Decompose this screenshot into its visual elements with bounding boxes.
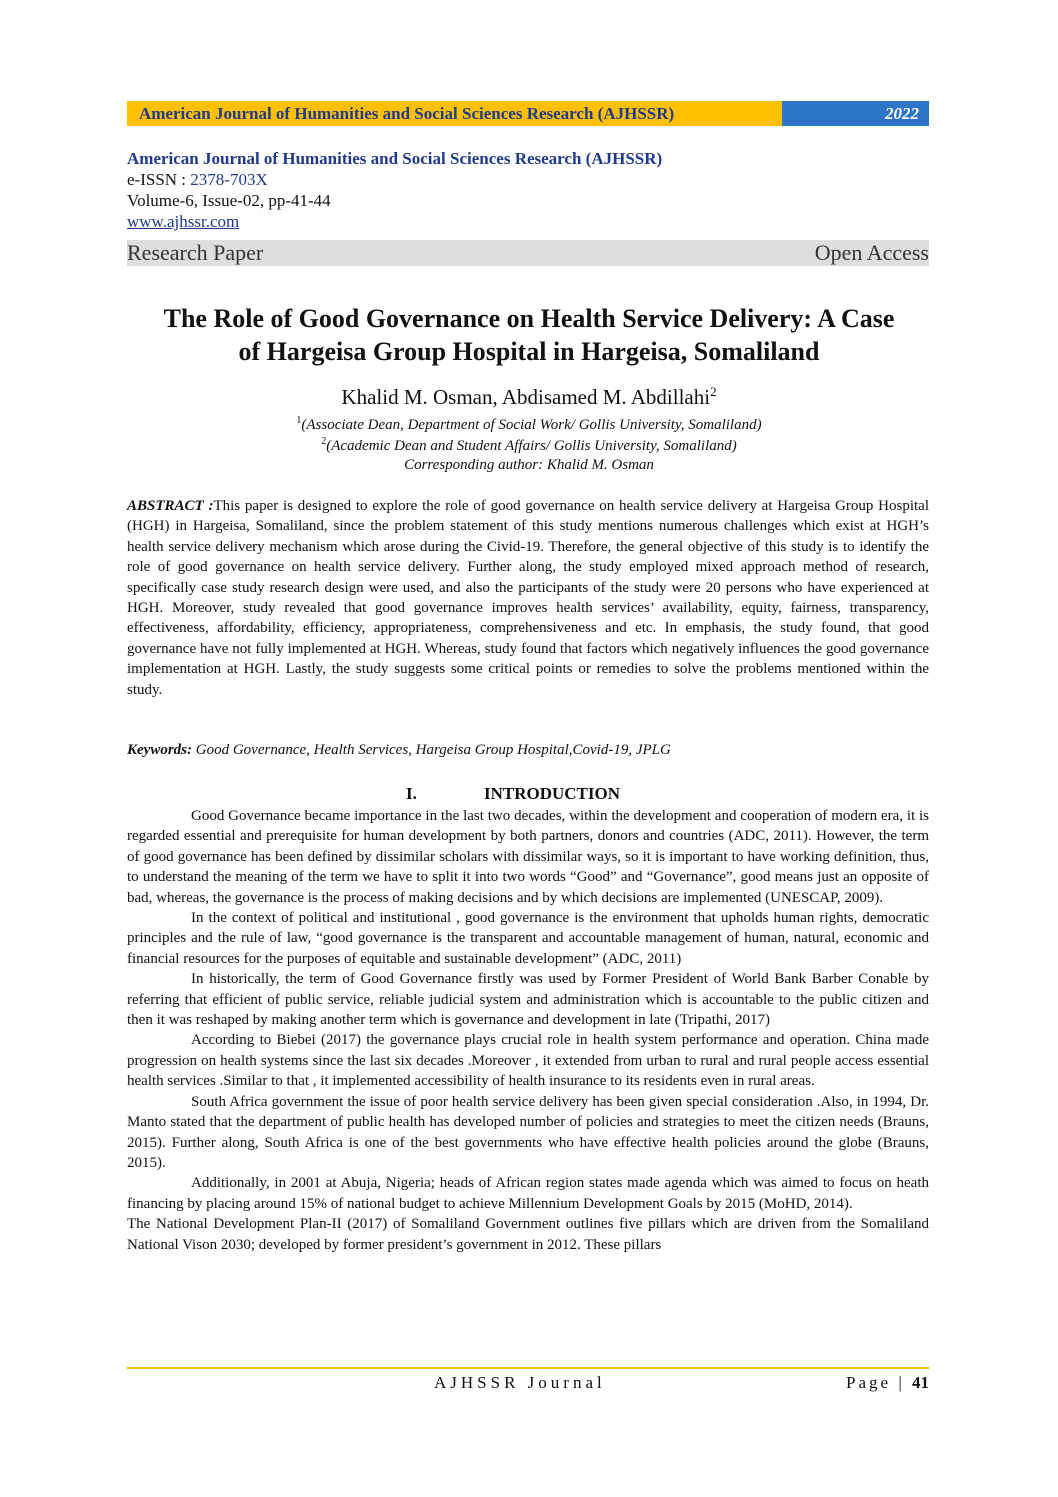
paper-title [100,302,958,368]
paragraph: In the context of political and institutional , good governance is the environment that upholds human rights, democratic principles and the rule of law, “good governance is the transparent and accountable management of human, natural, economic and financial resources for the purposes of equitable and sustainable development” (ADC, 2011) [127,910,929,967]
issn-line [127,169,662,190]
journal-header-band [127,101,929,126]
abstract-label: ABSTRACT : [127,498,214,514]
footer-page [846,1373,929,1393]
access-type-label: Open Access [814,240,929,265]
author-names: Khalid M. Osman, Abdisamed M. Abdillahi [341,385,711,409]
affiliation-1 [100,415,958,434]
header-year: 2022 [782,101,929,126]
section-title: INTRODUCTION [484,784,621,803]
keywords-text: Good Governance, Health Services, Hargeisa Group Hospital,Covid-19, JPLG [192,742,671,758]
footer-journal: AJHSSR Journal [434,1373,606,1392]
corresponding-author: Corresponding author: Khalid M. Osman [404,457,654,473]
journal-info [127,148,662,232]
header-journal-name: American Journal of Humanities and Social Sciences Research (AJHSSR) [127,101,782,126]
footer-divider [127,1367,929,1369]
paragraph: The National Development Plan-II (2017) of Somaliland Government outlines five pillars which are driven from the Somaliland National Vison 2030; developed by former president’s government in 2012. These pillars [127,1216,929,1253]
introduction-body [127,806,929,1255]
keywords-label: Keywords: [127,742,192,758]
abstract [127,496,929,700]
website-link[interactable]: www.ajhssr.com [127,212,240,231]
title-line-2: of Hargeisa Group Hospital in Hargeisa, Somaliland [238,337,820,366]
section-number: I. [406,784,417,803]
issn-number: 2378-703X [190,170,268,189]
paragraph: South Africa government the issue of poor health service delivery has been given special consideration .Also, in 1994, Dr. Manto stated that the department of public health has developed number of policies and strategies to meet the citizen needs (Brauns, 2015). Further along, South Africa is one of the best governments who have effective health policies around the globe (Brauns, 2015). [127,1093,929,1171]
affiliation-2 [100,436,958,455]
paragraph: Good Governance became importance in the last two decades, within the development and cooperation of modern era, it is regarded essential and prerequisite for human development by both partners, donors and countries (ADC, 2011). However, the term of good governance has been defined by dissimilar scholars with dissimilar ways, so it is important to have working definition, thus, to understand the meaning of the term we have to split it into two words “Good” and “Governance”, good means just an opposite of bad, whereas, the governance is the process of making decisions and by which decisions are implemented (UNESCAP, 2009). [127,808,929,906]
author-superscript: 2 [710,384,717,399]
affiliation-1-text: (Associate Dean, Department of Social Work/ Gollis University, Somaliland) [301,417,762,433]
title-line-1: The Role of Good Governance on Health Service Delivery: A Case [163,304,895,333]
footer-page-label: Page | [846,1373,905,1392]
affiliation-2-text: (Academic Dean and Student Affairs/ Gollis University, Somaliland) [326,438,737,454]
section-heading [406,784,620,804]
affiliation-1-marker: 1 [296,415,302,426]
footer-page-number: 41 [912,1373,929,1392]
paper-type-label: Research Paper [127,240,264,265]
issn-label: e-ISSN : [127,170,191,189]
paragraph: According to Biebei (2017) the governance plays crucial role in health system performance and operation. China made progression on health systems since the last six decades .Moreover , it extended from urban to rural and rural people access essential health services .Similar to that , it implemented accessibility of health insurance to its residents even in rural areas. [127,1032,929,1090]
paragraph: In historically, the term of Good Governance firstly was used by Former President of World Bank Barber Conable by referring that efficient of public service, reliable judicial system and administration which is accountable to the public citizen and then it was reshaped by making another term which is governance and development in late (Tripathi, 2017) [127,971,929,1029]
keywords [127,742,929,759]
volume-line: Volume-6, Issue-02, pp-41-44 [127,191,331,210]
paper-type-bar [127,240,929,266]
affiliation-2-marker: 2 [321,436,327,447]
author-list [100,384,958,410]
abstract-text: This paper is designed to explore the role of good governance on health service delivery at Hargeisa Group Hospital (HGH) in Hargeisa, Somaliland, since the problem statement of this study mentions numerous challenges which exist at HGH’s health service delivery mechanism which arose during the Civid-19. Therefore, the general objective of this study is to identify the role of good governance on health service delivery. Further along, the study employed mixed approach method of research, specifically case study research design were used, and also the participants of the study were 20 persons who have experienced at HGH. Moreover, study revealed that good governance improves health services’ availability, equity, fairness, transparency, effectiveness, affordability, efficiency, appropriateness, comprehensiveness and etc. In emphasis, the study found, that good governance have not fully implemented at HGH. Whereas, study found that factors which negatively influences the good governance implementation at HGH. Lastly, the study suggests some critical points or remedies to solve the problems mentioned within the study. [127,498,929,698]
paragraph: Additionally, in 2001 at Abuja, Nigeria; heads of African region states made agenda which was aimed to focus on heath financing by placing around 15% of national budget to achieve Millennium Development Goals by 2015 (MoHD, 2014). [127,1175,929,1212]
journal-title: American Journal of Humanities and Social Sciences Research (AJHSSR) [127,149,663,168]
